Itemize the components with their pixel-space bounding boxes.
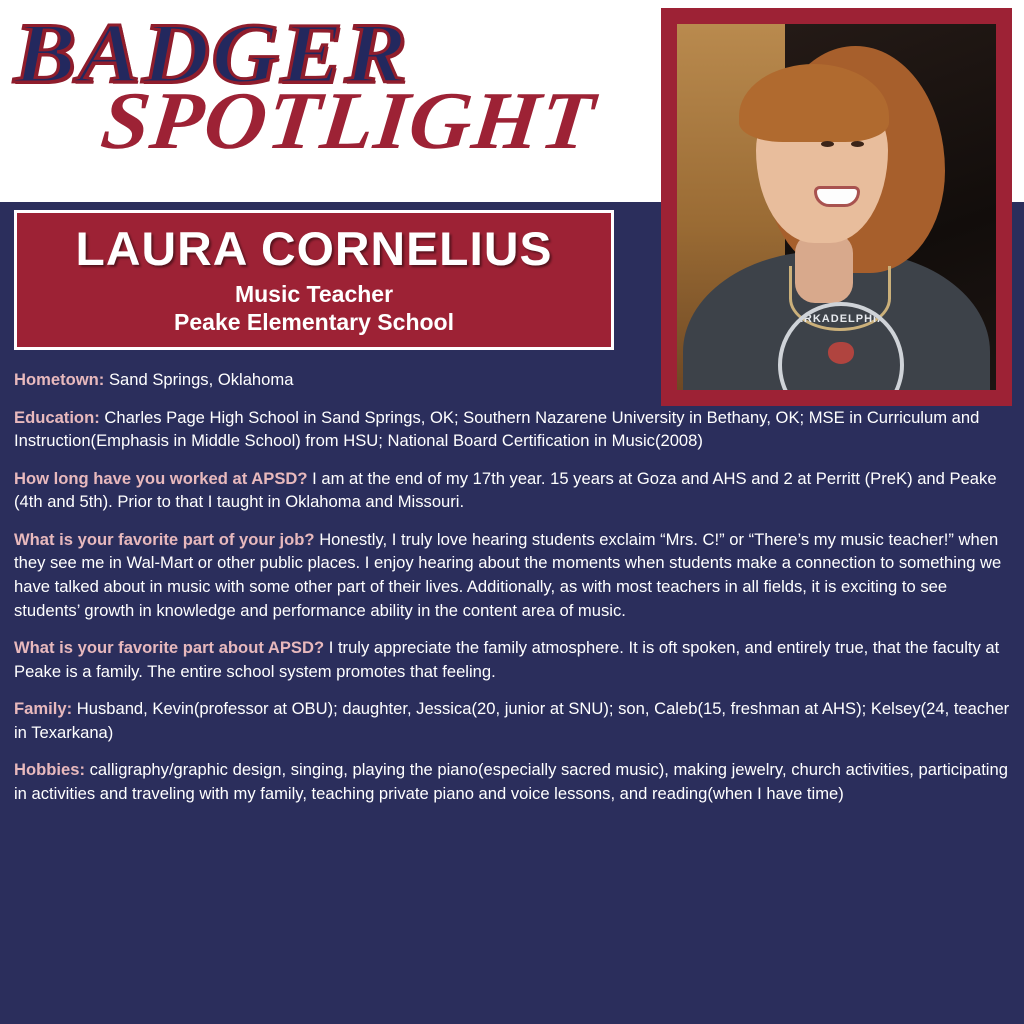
qa-label: What is your favorite part about APSD? [14, 638, 325, 658]
qa-label: Hobbies: [14, 760, 85, 780]
paw-print-icon [828, 342, 854, 364]
qa-section [14, 368, 1012, 819]
logo-badger-text: BADGER [14, 5, 409, 101]
qa-answer: I am at the end of my 17th year. 15 years at Goza and AHS and 2 at Perritt (PreK) and Peake (4th and 5th). Prior to that I taught in Oklahoma and Missouri. [14, 468, 997, 512]
qa-answer: Sand Springs, Oklahoma [108, 370, 294, 389]
teacher-school: Peake Elementary School [174, 309, 454, 336]
qa-item-hometown [14, 368, 1012, 392]
teacher-role: Music Teacher [234, 281, 394, 307]
qa-answer: Husband, Kevin(professor at OBU); daughter, Jessica(20, junior at SNU); son, Caleb(15, freshman at AHS); Kelsey(24, teacher in Texarkana) [14, 699, 1010, 742]
qa-label: Education: [14, 407, 100, 427]
qa-answer: calligraphy/graphic design, singing, playing the piano(especially sacred music), making jewelry, church activities, participating in activities and traveling with my family, teaching private piano and voice lessons, and reading(when I have time) [14, 760, 1008, 803]
qa-label: How long have you worked at APSD? [14, 468, 308, 488]
qa-item-favorite-part-apsd [14, 636, 1012, 683]
teacher-name: LAURA CORNELIUS [75, 222, 553, 275]
qa-answer: I truly appreciate the family atmosphere. It is oft spoken, and entirely true, that the faculty at Peake is a family. The entire school system promotes that feeling. [14, 638, 1000, 681]
photo-smile [817, 189, 857, 204]
qa-item-years-worked [14, 467, 1012, 514]
qa-answer: Charles Page High School in Sand Springs, OK; Southern Nazarene University in Bethany, OK; MSE in Curriculum and Instruction(Emphasis in Middle School) from HSU; National Board Certification in Music(2008) [14, 407, 980, 451]
qa-label: Hometown: [14, 370, 105, 389]
name-plaque [14, 210, 614, 350]
teacher-photo-frame [661, 8, 1012, 406]
qa-answer: Honestly, I truly love hearing students exclaim “Mrs. C!” or “There’s my music teacher!” when they see me in Wal-Mart or other public places. I enjoy hearing about the moments when students make a connection to something we have talked about in music with some other part of their lives. Additionally, as with most teachers in all fields, it is exciting to see students’ growth in knowledge and performance ability in the content area of music. [14, 529, 1002, 620]
qa-item-favorite-part-job [14, 528, 1012, 622]
qa-label: Family: [14, 699, 73, 719]
qa-item-hobbies [14, 758, 1012, 805]
logo-spotlight-text: SPOTLIGHT [97, 75, 600, 166]
qa-item-family [14, 697, 1012, 744]
qa-item-education [14, 406, 1012, 453]
photo-eye-right [851, 141, 864, 147]
photo-eye-left [821, 141, 834, 147]
badger-spotlight-logo [6, 6, 646, 196]
teacher-photo [677, 24, 996, 390]
qa-label: What is your favorite part of your job? [14, 529, 315, 549]
shirt-top-text: ARKADELPHIA [794, 313, 887, 326]
